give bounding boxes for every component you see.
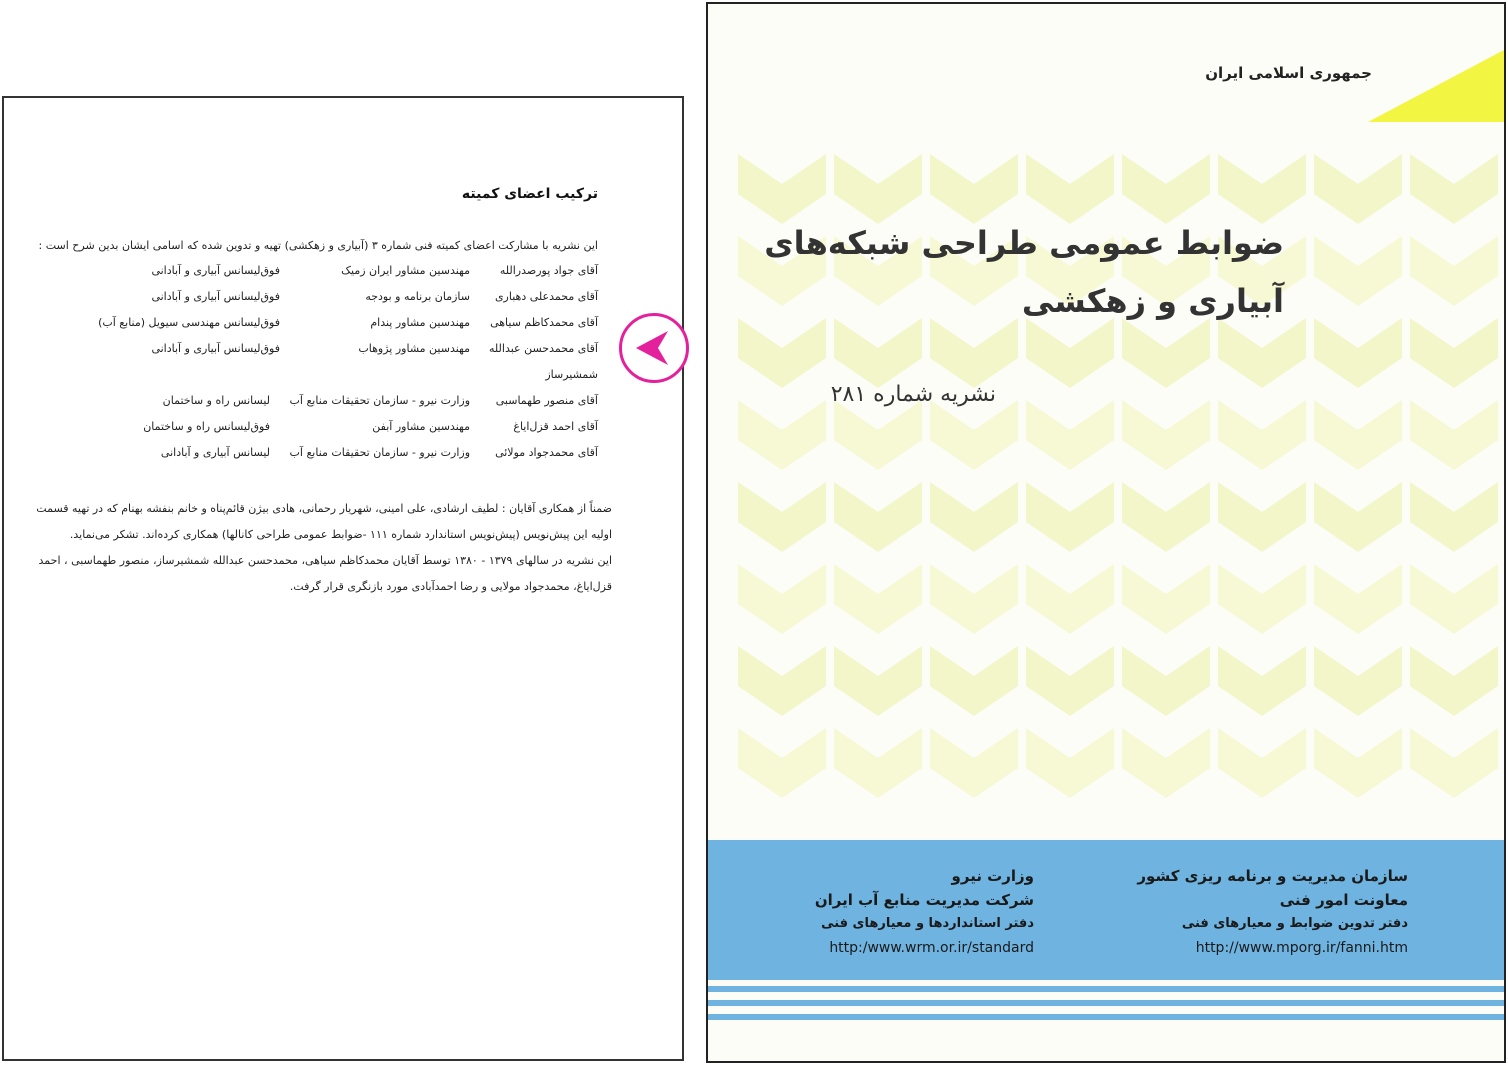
member-name: آقای محمدجواد مولائی xyxy=(495,446,598,459)
chevron-shape xyxy=(930,482,1018,552)
book-cover xyxy=(706,2,1506,1063)
member-row xyxy=(78,264,598,284)
chevron-shape xyxy=(1122,564,1210,634)
member-org: مهندسین مشاور آبفن xyxy=(372,420,470,433)
divider xyxy=(708,1014,1506,1020)
publisher-line: دفتر تدوین ضوابط و معیارهای فنی xyxy=(1181,916,1408,931)
member-name: آقای محمدکاظم سیاهی xyxy=(490,316,598,329)
chevron-shape xyxy=(1026,564,1114,634)
chevron-left-icon xyxy=(622,316,686,380)
chevron-shape xyxy=(1410,236,1498,306)
member-row xyxy=(78,342,598,362)
member-degree: لیسانس آبیاری و آبادانی xyxy=(160,446,270,459)
chevron-shape xyxy=(1314,400,1402,470)
cover-title-line: آبیاری و زهکشی xyxy=(1021,282,1284,320)
publisher-url[interactable]: http:/www.wrm.or.ir/standard xyxy=(829,940,1034,956)
chevron-shape xyxy=(738,646,826,716)
chevron-shape xyxy=(1218,564,1306,634)
divider xyxy=(708,986,1506,992)
chevron-shape xyxy=(1410,482,1498,552)
publisher-line: دفتر استانداردها و معیارهای فنی xyxy=(821,916,1034,931)
member-org: مهندسین مشاور پندام xyxy=(370,316,470,329)
chevron-shape xyxy=(738,482,826,552)
chevron-shape xyxy=(1122,728,1210,798)
publisher-line: وزارت نیرو xyxy=(951,867,1034,885)
chevron-shape xyxy=(1410,646,1498,716)
chevron-shape xyxy=(1218,646,1306,716)
acknowledgement-line: این نشریه در سالهای ۱۳۷۹ - ۱۳۸۰ توسط آقایان محمدکاظم سیاهی، محمدحسن عبدالله شمشیرساز، منصور طهماسبی ، احمد xyxy=(38,554,612,567)
member-name-continuation: شمشیرساز xyxy=(545,368,598,381)
chevron-shape xyxy=(1314,318,1402,388)
member-name: آقای منصور طهماسبی xyxy=(495,394,598,407)
acknowledgement-line: اولیه این پیش‌نویس (پیش‌نویس استاندارد شماره ۱۱۱ -ضوابط عمومی طراحی کانالها) همکاری کرده‌اند. تشکر می‌نماید. xyxy=(69,528,612,541)
publisher-line: معاونت امور فنی xyxy=(1279,891,1408,909)
chevron-shape xyxy=(1026,400,1114,470)
member-degree: فوق‌لیسانس راه و ساختمان xyxy=(143,420,270,433)
chevron-shape xyxy=(1410,400,1498,470)
acknowledgement-text xyxy=(32,496,612,600)
chevron-shape xyxy=(1218,728,1306,798)
chevron-shape xyxy=(1218,400,1306,470)
chevron-shape xyxy=(738,400,826,470)
chevron-shape xyxy=(1218,482,1306,552)
chevron-shape xyxy=(930,400,1018,470)
member-row xyxy=(78,420,598,440)
committee-title: ترکیب اعضای کمیته xyxy=(461,186,598,202)
committee-page xyxy=(2,96,684,1061)
chevron-shape xyxy=(1314,482,1402,552)
chevron-shape xyxy=(1314,564,1402,634)
chevron-shape xyxy=(1026,728,1114,798)
chevron-shape xyxy=(1410,564,1498,634)
chevron-shape xyxy=(1026,482,1114,552)
chevron-shape xyxy=(1410,728,1498,798)
member-row xyxy=(78,316,598,336)
chevron-shape xyxy=(738,728,826,798)
member-org: وزارت نیرو - سازمان تحقیقات منابع آب xyxy=(289,394,470,407)
acknowledgement-line: قزل‌ایاغ، محمدجواد مولایی و رضا احمدآبادی مورد بازنگری قرار گرفت. xyxy=(289,580,612,593)
chevron-shape xyxy=(834,482,922,552)
chevron-shape xyxy=(738,564,826,634)
member-name: آقای احمد قزل‌ایاغ xyxy=(513,420,598,433)
chevron-shape xyxy=(834,728,922,798)
cover-title-line: ضوابط عمومی طراحی شبکه‌های xyxy=(764,224,1284,262)
chevron-shape xyxy=(930,564,1018,634)
previous-page-button[interactable] xyxy=(619,313,689,383)
member-row xyxy=(78,290,598,310)
publisher-line: شرکت مدیریت منابع آب ایران xyxy=(814,891,1034,909)
publisher-url[interactable]: http://www.mporg.ir/fanni.htm xyxy=(1195,940,1408,956)
member-degree: لیسانس راه و ساختمان xyxy=(162,394,270,407)
member-degree: فوق‌لیسانس آبیاری و آبادانی xyxy=(151,342,280,355)
chevron-shape xyxy=(1122,482,1210,552)
member-degree: فوق‌لیسانس مهندسی سیویل (منابع آب) xyxy=(98,316,280,329)
chevron-shape xyxy=(1314,728,1402,798)
chevron-shape xyxy=(1410,318,1498,388)
chevron-shape xyxy=(930,728,1018,798)
member-name: آقای محمدحسن عبدالله xyxy=(489,342,598,355)
acknowledgement-line: ضمناً از همکاری آقایان : لطیف ارشادی، علی امینی، شهریار رحمانی، هادی بیژن قائم‌پناه و خانم بنفشه بهنام که در تهیه قسمت xyxy=(36,502,612,515)
divider xyxy=(708,1000,1506,1006)
chevron-shape xyxy=(834,564,922,634)
publication-number: نشریه شماره ۲۸۱ xyxy=(830,382,996,407)
chevron-shape xyxy=(834,400,922,470)
chevron-shape xyxy=(834,646,922,716)
chevron-shape xyxy=(930,646,1018,716)
chevron-shape xyxy=(1410,154,1498,224)
chevron-shape xyxy=(1314,646,1402,716)
chevron-shape xyxy=(1122,400,1210,470)
chevron-shape xyxy=(1314,154,1402,224)
publisher-line: سازمان مدیریت و برنامه ریزی کشور xyxy=(1137,867,1408,885)
member-degree: فوق‌لیسانس آبیاری و آبادانی xyxy=(151,290,280,303)
country-name: جمهوری اسلامی ایران xyxy=(1205,64,1372,82)
chevron-shape xyxy=(1314,236,1402,306)
member-name: آقای محمدعلی دهباری xyxy=(494,290,598,303)
member-org: مهندسین مشاور ایران زمیک xyxy=(341,264,470,277)
cover-title xyxy=(764,214,1284,330)
member-degree: فوق‌لیسانس آبیاری و آبادانی xyxy=(151,264,280,277)
right-publisher xyxy=(1137,864,1408,960)
member-org: مهندسین مشاور پژوهاب xyxy=(358,342,470,355)
left-publisher xyxy=(815,864,1034,960)
member-row xyxy=(78,446,598,466)
member-org: سازمان برنامه و بودجه xyxy=(365,290,470,303)
chevron-shape xyxy=(1122,646,1210,716)
member-org: وزارت نیرو - سازمان تحقیقات منابع آب xyxy=(289,446,470,459)
member-name: آقای جواد پورصدرالله xyxy=(499,264,598,277)
member-row xyxy=(78,394,598,414)
chevron-shape xyxy=(1026,646,1114,716)
committee-intro: این نشریه با مشارکت اعضای کمیته فنی شماره ۳ (آبیاری و زهکشی) تهیه و تدوین شده که اسامی ایشان بدین شرح است : xyxy=(38,239,598,252)
